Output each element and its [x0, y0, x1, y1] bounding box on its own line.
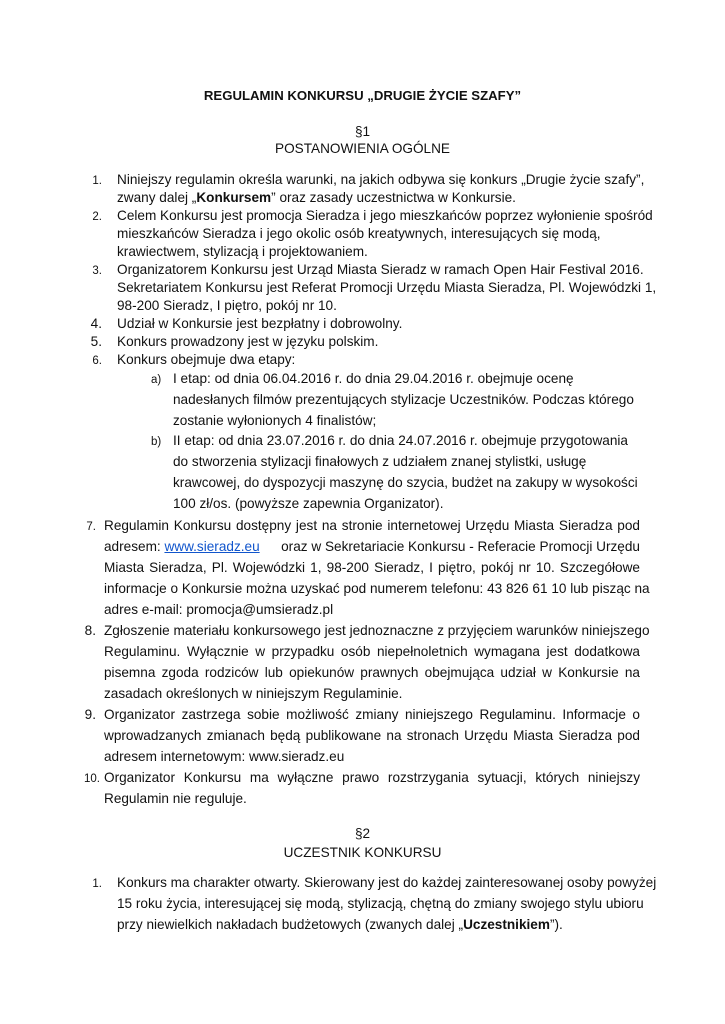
list-number: 5. — [90, 334, 102, 349]
document-title: REGULAMIN KONKURSU „DRUGIE ŻYCIE SZAFY” — [203, 88, 522, 103]
sub-list-letter: b) — [151, 436, 162, 448]
list-number: 3. — [92, 265, 102, 277]
section-1-number: §1 — [354, 124, 371, 139]
list-item-text: Udział w Konkursie jest bezpłatny i dobrowolny. — [117, 316, 403, 331]
list-item-text: zasadach określonych w niniejszym Regulaminie. — [104, 686, 403, 701]
section-2-heading: UCZESTNIK KONKURSU — [283, 845, 442, 860]
section-2-number: §2 — [354, 826, 371, 841]
list-item-text: Sekretariatem Konkursu jest Referat Promocji Urzędu Miasta Sieradza, Pl. Wojewódzki 1, — [117, 280, 657, 295]
sub-list-item-text: do stworzenia stylizacji finałowych z udziałem znanej stylistki, usługę — [173, 454, 587, 469]
sub-list-item-text: nadesłanych filmów prezentujących stylizacje Uczestników. Podczas którego — [173, 392, 634, 407]
list-item-text: Celem Konkursu jest promocja Sieradza i jego mieszkańców poprzez wyłonienie spośród — [117, 208, 653, 223]
list-item-text: Organizator Konkursu ma wyłączne prawo rozstrzygania sytuacji, których niniejszy — [104, 770, 640, 785]
list-number: 7. — [86, 521, 96, 533]
sub-list-item-text: I etap: od dnia 06.04.2016 r. do dnia 29.04.2016 r. obejmuje ocenę — [173, 371, 574, 386]
sub-list-letter: a) — [151, 374, 162, 386]
list-item-text: adres e-mail: promocja@umsieradz.pl — [104, 602, 334, 617]
list-number: 1. — [92, 878, 102, 890]
list-item-text: Regulamin Konkursu dostępny jest na stronie internetowej Urzędu Miasta Sieradza pod — [104, 518, 640, 533]
list-item-text: Regulaminu. Wyłącznie w przypadku osób niepełnoletnich wymagana jest dodatkowa — [104, 644, 640, 659]
bold-term: Konkursem — [196, 190, 272, 205]
list-item-text: 98-200 Sieradz, I piętro, pokój nr 10. — [117, 298, 337, 313]
list-item-text: informacje o Konkursie można uzyskać pod numerem telefonu: 43 826 61 10 lub pisząc na — [104, 581, 650, 596]
list-number: 2. — [92, 211, 102, 223]
list-number: 4. — [90, 316, 102, 331]
sub-list-item-text: zostanie wyłonionych 4 finalistów; — [173, 413, 377, 428]
list-item-text: Konkurs ma charakter otwarty. Skierowany jest do każdej zainteresowanej osoby powyżej — [117, 875, 657, 890]
list-number: 10. — [84, 773, 100, 785]
website-link[interactable]: www.sieradz.eu — [164, 539, 260, 554]
list-item-text: Miasta Sieradza, Pl. Wojewódzki 1, 98-200 Sieradz, I piętro, pokój nr 10. Szczegółowe — [104, 560, 640, 575]
list-number: 6. — [92, 355, 102, 367]
list-number: 9. — [84, 707, 96, 722]
list-item-text: przy niewielkich nakładach budżetowych (zwanych dalej „Uczestnikiem”). — [117, 917, 563, 932]
section-1-heading: POSTANOWIENIA OGÓLNE — [275, 141, 450, 156]
sub-list-item-text: II etap: od dnia 23.07.2016 r. do dnia 24.07.2016 r. obejmuje przygotowania — [173, 433, 628, 448]
list-item-text: adresem internetowym: www.sieradz.eu — [104, 749, 345, 764]
list-item-text: zwany dalej „Konkursem” oraz zasady uczestnictwa w Konkursie. — [117, 190, 516, 205]
sub-list-item-text: krawcowej, do dyspozycji maszynę do szycia, budżet na zakupy w wysokości — [173, 475, 638, 490]
list-item-text: Organizator zastrzega sobie możliwość zmiany niniejszego Regulaminu. Informacje o — [104, 707, 640, 722]
list-item-text: adresem: www.sieradz.eu oraz w Sekretariacie Konkursu - Referacie Promocji Urzędu — [104, 539, 640, 554]
list-item-text: Zgłoszenie materiału konkursowego jest jednoznaczne z przyjęciem warunków niniejszego — [104, 623, 650, 638]
list-item-text: Konkurs obejmuje dwa etapy: — [117, 352, 296, 367]
bold-term: Uczestnikiem — [463, 917, 550, 932]
list-item-text: mieszkańców Sieradza i jego okolic osób kreatywnych, interesujących się modą, — [117, 226, 601, 241]
list-item-text: Niniejszy regulamin określa warunki, na jakich odbywa się konkurs „Drugie życie szafy”, — [117, 172, 645, 187]
list-item-text: Konkurs prowadzony jest w języku polskim. — [117, 334, 379, 349]
list-item-text: pisemna zgoda rodziców lub opiekunów prawnych obejmująca udział w Konkursie na — [104, 665, 640, 680]
list-item-text: 15 roku życia, interesującej się modą, stylizacją, chętną do zmiany swojego stylu ubioru — [117, 896, 644, 911]
list-number: 8. — [84, 623, 96, 638]
list-number: 1. — [92, 175, 102, 187]
list-item-text: Organizatorem Konkursu jest Urząd Miasta Sieradz w ramach Open Hair Festival 2016. — [117, 262, 644, 277]
list-item-text: krawiectwem, stylizacją i projektowaniem. — [117, 244, 368, 259]
list-item-text: Regulamin nie reguluje. — [104, 791, 247, 806]
sub-list-item-text: 100 zł/os. (powyższe zapewnia Organizator). — [173, 496, 444, 511]
list-item-text: wprowadzanych zmianach będą publikowane na stronach Urzędu Miasta Sieradza pod — [104, 728, 640, 743]
